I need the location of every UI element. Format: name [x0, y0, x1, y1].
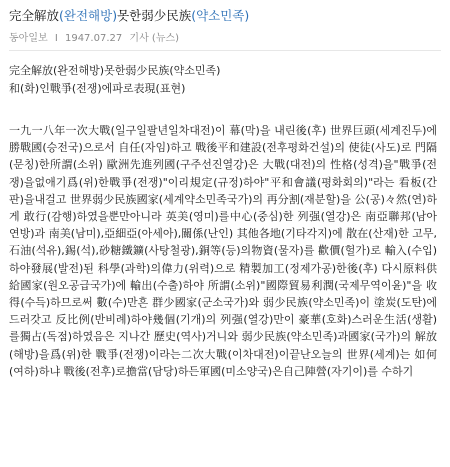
title-prefix: 完全解放 — [9, 8, 60, 23]
title-mid: 못한弱少民族 — [117, 8, 192, 23]
subheading-line-2: 和(화)인戰爭(전쟁)에파로表現(표현) — [9, 82, 186, 95]
subheading-line-1: 完全解放(완전해방)못한弱少民族(약소민족) — [9, 64, 221, 77]
title-paren-2: (약소민족) — [191, 8, 250, 23]
article-meta — [9, 32, 183, 46]
source-name: 동아일보 — [9, 33, 48, 44]
publish-date: 1947.07.27 — [64, 33, 123, 44]
header-divider — [9, 50, 441, 51]
meta-separator: I — [54, 33, 58, 44]
article-category: 기사 (뉴스) — [129, 33, 180, 44]
article-body: 一九一八年一次大戰(일구일팔년일차대전)이 幕(막)을 내린後(후) 世界巨頭(세계진두)에 勝戰國(승전국)으로서 自任(자임)하고 戰後平和建設(전후평화건설)의 使徒(사도)로 門隔(문칭)한所謂(소위) 歐洲先進列國(구주선진열강)은 大戰(대전)의 性格(성격)을"戰爭(전쟁)을없애기爲(위)한戰爭(전쟁)"이리規定(규정)하야"平和會議(평화회의)"라는 看板(간판)을내걸고 世界弱少民族國家(세계약소민족국가)의 再分割(재분할)을 公(공)々然(연)하게 敢行(감행)하였을뿐만아니라 英美(영미)를中心(중심)한 列强(열강)은 南亞聯邦(남아연방)과 南美(남미),亞細亞(아세아),關係(난인) 其他各地(기타각지)에 散在(산재)한 고무,石油(석유),錫(석),砂糖鐵鑛(사탕철광),銅等(등)의物資(물자)를 歡價(헐가)로 輸入(수입)하야發展(발전)된 科學(과학)의偉力(위력)으로 精製加工(정제가공)한後(후) 다시原料供給國家(원오공급국가)에 輸出(수출)하야 所謂(소위)"國際貿易利潤(국제무역이윤)"을 收得(수득)하므로써 數(수)만흔 群少國家(군소국가)와 弱少民族(약소민족)이 塗炭(도탄)에드러갓고 反比例(반비례)하야幾個(기개)의 列强(열강)만이 豪華(호화)스러운生活(생활)를獨占(독점)하였음은 지나간 歷史(역사)거니와 弱少民族(약소민족)과國家(국가)의 解放(해방)을爲(위)한 戰爭(전쟁)이라는二次大戰(이차대전)이끝난오늘의 世界(세계)는 如何(여하)하냐 戰後(전후)로擔當(담당)하든軍國(미소양국)은自己陣營(자기이)를 수하기 — [9, 124, 437, 378]
article-title — [9, 7, 449, 25]
title-paren-1: (완전해방) — [59, 8, 118, 23]
